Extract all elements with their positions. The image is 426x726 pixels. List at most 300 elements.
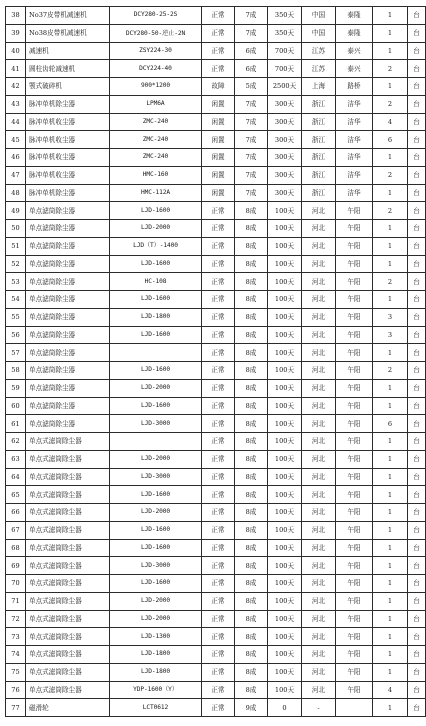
cell-days: 100天	[268, 521, 302, 539]
cell-quantity: 1	[373, 504, 408, 522]
table-row	[6, 326, 426, 344]
cell-no: 69	[6, 557, 26, 575]
cell-days: 100天	[268, 291, 302, 309]
cell-quantity: 1	[373, 468, 408, 486]
cell-no: 74	[6, 646, 26, 664]
cell-name: No37皮带机减速机	[26, 7, 110, 25]
table-row	[6, 433, 426, 451]
cell-maker: 午阳	[336, 521, 373, 539]
cell-quantity: 1	[373, 24, 408, 42]
cell-condition: 8成	[235, 255, 268, 273]
cell-condition: 8成	[235, 486, 268, 504]
cell-model: LJD-1600	[110, 486, 202, 504]
cell-quantity: 1	[373, 220, 408, 238]
cell-maker: 午阳	[336, 575, 373, 593]
cell-unit: 台	[408, 60, 426, 78]
cell-quantity: 1	[373, 291, 408, 309]
cell-model: LJD-1800	[110, 646, 202, 664]
table-row	[6, 415, 426, 433]
cell-model: LJD-1600	[110, 291, 202, 309]
cell-quantity: 1	[373, 663, 408, 681]
cell-no: 59	[6, 379, 26, 397]
table-row	[6, 273, 426, 291]
cell-unit: 台	[408, 95, 426, 113]
cell-quantity: 6	[373, 415, 408, 433]
cell-quantity: 2	[373, 362, 408, 380]
cell-region: 河北	[302, 486, 336, 504]
table-row	[6, 42, 426, 60]
cell-condition: 8成	[235, 362, 268, 380]
cell-model: HMC-112A	[110, 184, 202, 202]
cell-name: 单点式滤筒除尘器	[26, 592, 110, 610]
cell-region: 河北	[302, 237, 336, 255]
cell-maker: 午阳	[336, 308, 373, 326]
cell-status: 正常	[202, 362, 235, 380]
cell-model: DCY280-25-2S	[110, 7, 202, 25]
cell-region: 河北	[302, 344, 336, 362]
cell-quantity: 1	[373, 646, 408, 664]
cell-status: 正常	[202, 397, 235, 415]
cell-name: 脉冲单机收尘器	[26, 166, 110, 184]
cell-no: 62	[6, 433, 26, 451]
cell-unit: 台	[408, 237, 426, 255]
cell-status: 正常	[202, 610, 235, 628]
cell-region: -	[302, 699, 336, 717]
cell-condition: 8成	[235, 344, 268, 362]
cell-model: LJD-3000	[110, 415, 202, 433]
cell-no: 41	[6, 60, 26, 78]
cell-condition: 8成	[235, 433, 268, 451]
cell-maker: 午阳	[336, 610, 373, 628]
cell-no: 73	[6, 628, 26, 646]
table-row	[6, 450, 426, 468]
cell-no: 63	[6, 450, 26, 468]
cell-status: 正常	[202, 326, 235, 344]
cell-maker: 午阳	[336, 628, 373, 646]
cell-no: 58	[6, 362, 26, 380]
cell-maker: 午阳	[336, 202, 373, 220]
cell-region: 河北	[302, 379, 336, 397]
cell-status: 正常	[202, 592, 235, 610]
cell-name: 单点滤筒除尘器	[26, 255, 110, 273]
cell-model: YDP-1600（Y）	[110, 681, 202, 699]
cell-name: 脉冲单机除尘器	[26, 184, 110, 202]
cell-region: 上海	[302, 78, 336, 96]
cell-status: 正常	[202, 557, 235, 575]
cell-status: 正常	[202, 646, 235, 664]
cell-unit: 台	[408, 326, 426, 344]
cell-maker: 洁华	[336, 113, 373, 131]
cell-quantity: 2	[373, 273, 408, 291]
cell-model: LJD-1600	[110, 326, 202, 344]
cell-region: 河北	[302, 220, 336, 238]
cell-no: 67	[6, 521, 26, 539]
cell-days: 100天	[268, 397, 302, 415]
cell-condition: 8成	[235, 273, 268, 291]
cell-condition: 8成	[235, 308, 268, 326]
cell-maker: 午阳	[336, 379, 373, 397]
cell-maker: 午阳	[336, 255, 373, 273]
cell-no: 68	[6, 539, 26, 557]
cell-name: 单点式滤筒除尘器	[26, 575, 110, 593]
cell-name: 单点式滤筒除尘器	[26, 610, 110, 628]
cell-no: 40	[6, 42, 26, 60]
cell-name: 单点式滤筒除尘器	[26, 521, 110, 539]
cell-no: 39	[6, 24, 26, 42]
cell-quantity: 1	[373, 7, 408, 25]
cell-status: 闲置	[202, 149, 235, 167]
cell-unit: 台	[408, 663, 426, 681]
cell-unit: 台	[408, 539, 426, 557]
cell-unit: 台	[408, 255, 426, 273]
cell-name: 单点滤筒除尘器	[26, 308, 110, 326]
cell-quantity: 1	[373, 575, 408, 593]
cell-status: 正常	[202, 308, 235, 326]
cell-condition: 8成	[235, 539, 268, 557]
cell-region: 江苏	[302, 60, 336, 78]
cell-quantity: 1	[373, 610, 408, 628]
cell-unit: 台	[408, 610, 426, 628]
table-row	[6, 113, 426, 131]
cell-name: 磁滑轮	[26, 699, 110, 717]
cell-model: LJD-3000	[110, 557, 202, 575]
cell-status: 正常	[202, 486, 235, 504]
cell-condition: 8成	[235, 291, 268, 309]
cell-maker: 午阳	[336, 291, 373, 309]
cell-no: 60	[6, 397, 26, 415]
cell-status: 正常	[202, 681, 235, 699]
cell-region: 河北	[302, 610, 336, 628]
cell-maker: 路桥	[336, 78, 373, 96]
cell-region: 河北	[302, 415, 336, 433]
cell-status: 正常	[202, 468, 235, 486]
cell-condition: 5成	[235, 78, 268, 96]
cell-unit: 台	[408, 184, 426, 202]
cell-unit: 台	[408, 131, 426, 149]
cell-status: 故障	[202, 78, 235, 96]
cell-region: 河北	[302, 663, 336, 681]
cell-maker: 洁华	[336, 166, 373, 184]
cell-model: LCT0612	[110, 699, 202, 717]
cell-status: 正常	[202, 628, 235, 646]
cell-region: 中国	[302, 24, 336, 42]
cell-maker: 午阳	[336, 486, 373, 504]
cell-region: 河北	[302, 521, 336, 539]
cell-region: 河北	[302, 628, 336, 646]
cell-days: 300天	[268, 113, 302, 131]
cell-quantity: 1	[373, 255, 408, 273]
cell-condition: 9成	[235, 699, 268, 717]
cell-unit: 台	[408, 646, 426, 664]
cell-maker: 午阳	[336, 397, 373, 415]
cell-status: 闲置	[202, 166, 235, 184]
table-row	[6, 202, 426, 220]
cell-no: 51	[6, 237, 26, 255]
cell-name: 单点滤筒除尘器	[26, 202, 110, 220]
cell-unit: 台	[408, 575, 426, 593]
cell-no: 48	[6, 184, 26, 202]
cell-no: 44	[6, 113, 26, 131]
cell-name: 单点滤筒除尘器	[26, 220, 110, 238]
cell-region: 河北	[302, 504, 336, 522]
cell-days: 100天	[268, 433, 302, 451]
cell-unit: 台	[408, 557, 426, 575]
cell-no: 66	[6, 504, 26, 522]
table-row	[6, 255, 426, 273]
cell-region: 中国	[302, 7, 336, 25]
cell-days: 300天	[268, 149, 302, 167]
cell-model: LJD-3000	[110, 468, 202, 486]
cell-region: 河北	[302, 362, 336, 380]
cell-quantity: 4	[373, 681, 408, 699]
cell-maker: 午阳	[336, 415, 373, 433]
cell-quantity: 2	[373, 95, 408, 113]
cell-no: 43	[6, 95, 26, 113]
cell-name: 单点式滤筒除尘器	[26, 663, 110, 681]
cell-quantity: 1	[373, 521, 408, 539]
cell-name: 单点式滤筒除尘器	[26, 486, 110, 504]
cell-maker: 洁华	[336, 95, 373, 113]
cell-name: 单点式滤筒除尘器	[26, 557, 110, 575]
table-row	[6, 521, 426, 539]
cell-days: 100天	[268, 610, 302, 628]
cell-maker: 泰隆	[336, 7, 373, 25]
cell-region: 河北	[302, 202, 336, 220]
cell-model: DCY224-40	[110, 60, 202, 78]
cell-model: ZMC-240	[110, 149, 202, 167]
cell-days: 100天	[268, 539, 302, 557]
cell-days: 350天	[268, 7, 302, 25]
cell-no: 61	[6, 415, 26, 433]
cell-name: 单点式滤筒除尘器	[26, 539, 110, 557]
cell-region: 河北	[302, 273, 336, 291]
cell-quantity: 2	[373, 60, 408, 78]
cell-status: 正常	[202, 202, 235, 220]
table-row	[6, 24, 426, 42]
table-row	[6, 468, 426, 486]
cell-name: 圆柱齿轮减速机	[26, 60, 110, 78]
cell-no: 71	[6, 592, 26, 610]
table-row	[6, 663, 426, 681]
cell-no: 55	[6, 308, 26, 326]
cell-model: HC-108	[110, 273, 202, 291]
cell-region: 河北	[302, 681, 336, 699]
cell-condition: 7成	[235, 166, 268, 184]
cell-condition: 8成	[235, 379, 268, 397]
cell-condition: 8成	[235, 557, 268, 575]
cell-quantity: 2	[373, 166, 408, 184]
cell-days: 100天	[268, 663, 302, 681]
table-row	[6, 149, 426, 167]
cell-name: 脉冲单机收尘器	[26, 131, 110, 149]
cell-region: 河北	[302, 433, 336, 451]
cell-name: No38皮带机减速机	[26, 24, 110, 42]
cell-days: 300天	[268, 95, 302, 113]
cell-name: 单点滤筒除尘器	[26, 379, 110, 397]
cell-region: 河北	[302, 592, 336, 610]
cell-status: 正常	[202, 539, 235, 557]
cell-days: 100天	[268, 681, 302, 699]
cell-quantity: 1	[373, 397, 408, 415]
cell-days: 100天	[268, 255, 302, 273]
cell-unit: 台	[408, 362, 426, 380]
cell-region: 河北	[302, 646, 336, 664]
table-row	[6, 539, 426, 557]
cell-region: 浙江	[302, 149, 336, 167]
cell-days: 300天	[268, 166, 302, 184]
table-row	[6, 646, 426, 664]
cell-name: 脉冲单机收尘器	[26, 149, 110, 167]
cell-name: 单点滤筒除尘器	[26, 397, 110, 415]
cell-status: 正常	[202, 7, 235, 25]
cell-condition: 8成	[235, 592, 268, 610]
cell-days: 100天	[268, 308, 302, 326]
cell-status: 正常	[202, 699, 235, 717]
cell-model: LPM6A	[110, 95, 202, 113]
cell-unit: 台	[408, 397, 426, 415]
cell-condition: 8成	[235, 610, 268, 628]
cell-status: 正常	[202, 237, 235, 255]
cell-status: 正常	[202, 24, 235, 42]
cell-quantity: 3	[373, 308, 408, 326]
cell-maker: 午阳	[336, 468, 373, 486]
cell-days: 2500天	[268, 78, 302, 96]
table-row	[6, 291, 426, 309]
cell-condition: 7成	[235, 184, 268, 202]
cell-condition: 8成	[235, 504, 268, 522]
cell-days: 100天	[268, 344, 302, 362]
cell-quantity: 4	[373, 113, 408, 131]
cell-days: 100天	[268, 273, 302, 291]
cell-maker: 午阳	[336, 362, 373, 380]
cell-condition: 8成	[235, 450, 268, 468]
cell-quantity: 1	[373, 344, 408, 362]
cell-maker: 午阳	[336, 557, 373, 575]
cell-condition: 8成	[235, 202, 268, 220]
cell-days: 0	[268, 699, 302, 717]
cell-model: DCY280-50-逆止-2N	[110, 24, 202, 42]
cell-quantity: 6	[373, 131, 408, 149]
cell-quantity: 1	[373, 149, 408, 167]
table-row	[6, 131, 426, 149]
cell-unit: 台	[408, 202, 426, 220]
cell-days: 100天	[268, 220, 302, 238]
cell-days: 100天	[268, 326, 302, 344]
cell-days: 100天	[268, 202, 302, 220]
cell-model: HMC-160	[110, 166, 202, 184]
cell-days: 100天	[268, 468, 302, 486]
cell-quantity: 1	[373, 184, 408, 202]
cell-model: 900*1200	[110, 78, 202, 96]
cell-model: LJD（T）-1400	[110, 237, 202, 255]
cell-unit: 台	[408, 468, 426, 486]
cell-condition: 7成	[235, 7, 268, 25]
cell-unit: 台	[408, 113, 426, 131]
cell-status: 正常	[202, 521, 235, 539]
cell-unit: 台	[408, 24, 426, 42]
cell-region: 河北	[302, 539, 336, 557]
cell-maker: 午阳	[336, 592, 373, 610]
cell-condition: 7成	[235, 131, 268, 149]
cell-unit: 台	[408, 521, 426, 539]
cell-unit: 台	[408, 308, 426, 326]
cell-condition: 8成	[235, 415, 268, 433]
cell-model: LJD-2000	[110, 220, 202, 238]
cell-no: 75	[6, 663, 26, 681]
cell-maker: 午阳	[336, 504, 373, 522]
cell-model: ZMC-240	[110, 113, 202, 131]
cell-region: 浙江	[302, 184, 336, 202]
cell-condition: 8成	[235, 663, 268, 681]
cell-quantity: 1	[373, 699, 408, 717]
cell-condition: 8成	[235, 646, 268, 664]
cell-condition: 8成	[235, 628, 268, 646]
cell-no: 53	[6, 273, 26, 291]
cell-status: 闲置	[202, 95, 235, 113]
cell-status: 正常	[202, 504, 235, 522]
cell-model: LJD-1300	[110, 628, 202, 646]
cell-unit: 台	[408, 42, 426, 60]
cell-days: 350天	[268, 24, 302, 42]
cell-no: 56	[6, 326, 26, 344]
cell-maker: 午阳	[336, 433, 373, 451]
cell-region: 河北	[302, 326, 336, 344]
cell-condition: 8成	[235, 468, 268, 486]
cell-condition: 8成	[235, 397, 268, 415]
cell-unit: 台	[408, 166, 426, 184]
cell-unit: 台	[408, 592, 426, 610]
cell-condition: 7成	[235, 95, 268, 113]
cell-unit: 台	[408, 78, 426, 96]
cell-status: 正常	[202, 60, 235, 78]
cell-region: 河北	[302, 291, 336, 309]
cell-maker: 午阳	[336, 450, 373, 468]
equipment-table	[5, 6, 426, 717]
cell-model: LJD-1600	[110, 521, 202, 539]
cell-maker: 午阳	[336, 681, 373, 699]
cell-unit: 台	[408, 681, 426, 699]
table-row	[6, 397, 426, 415]
cell-name: 单点式滤筒除尘器	[26, 681, 110, 699]
cell-name: 减速机	[26, 42, 110, 60]
cell-days: 100天	[268, 450, 302, 468]
table-row	[6, 95, 426, 113]
cell-unit: 台	[408, 379, 426, 397]
cell-no: 72	[6, 610, 26, 628]
cell-condition: 8成	[235, 237, 268, 255]
cell-status: 正常	[202, 450, 235, 468]
cell-status: 闲置	[202, 131, 235, 149]
cell-model: LJD-1600	[110, 255, 202, 273]
cell-days: 300天	[268, 184, 302, 202]
cell-model: LJD-1600	[110, 575, 202, 593]
cell-maker: 午阳	[336, 220, 373, 238]
cell-model: LJD-1800	[110, 663, 202, 681]
cell-maker: 午阳	[336, 539, 373, 557]
cell-region: 河北	[302, 308, 336, 326]
cell-no: 70	[6, 575, 26, 593]
cell-name: 单点滤筒除尘器	[26, 273, 110, 291]
cell-region: 江苏	[302, 42, 336, 60]
cell-region: 河北	[302, 575, 336, 593]
cell-unit: 台	[408, 291, 426, 309]
cell-days: 700天	[268, 42, 302, 60]
cell-unit: 台	[408, 450, 426, 468]
cell-name: 单点滤筒除尘器	[26, 237, 110, 255]
cell-unit: 台	[408, 699, 426, 717]
cell-unit: 台	[408, 433, 426, 451]
cell-days: 100天	[268, 628, 302, 646]
